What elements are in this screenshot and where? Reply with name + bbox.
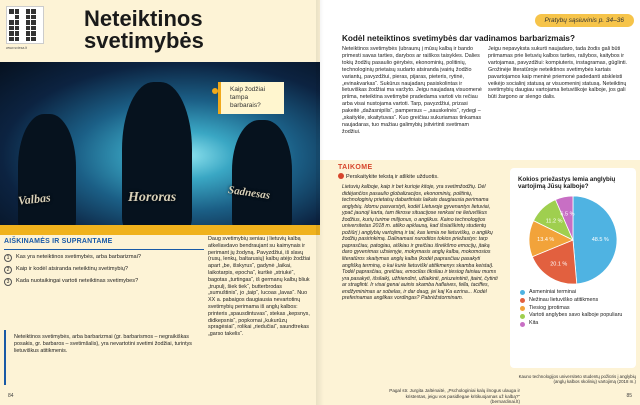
question-number: 1 <box>4 254 12 262</box>
questions-box <box>4 236 204 336</box>
pie-slice-label: 20.1 % <box>550 261 568 268</box>
questions-title: AIŠKINAMĖS IR SUPRANTAME <box>4 236 204 250</box>
title-line-2: svetimybės <box>84 28 204 53</box>
definition-text: Neteiktinos svetimybės, arba barbarizmai (gr. barbarismos – negraikiškas posakis, gr. barbaros – svetimšalis), yra nevartotini svetimi žodžiai, turintys lietuviškus atitikmenis. <box>14 334 192 354</box>
legend-item <box>520 289 634 297</box>
legend-swatch <box>520 298 525 303</box>
legend-swatch <box>520 314 525 319</box>
question-text: Kaip ir kodėl atsiranda neteiktinų svetimybių? <box>16 266 128 272</box>
chart-source: Kauno technologijos universiteto studentų požiūris į anglybių (anglų kalbos skolinių) vartojimą (2018 m.) <box>518 374 636 385</box>
scene-label-hororas: Hororas <box>128 190 177 205</box>
question-item <box>4 266 204 274</box>
legend-label: Tiesiog įprotimas <box>529 304 570 311</box>
history-paragraph: Daug svetimybių seniau į lietuvių kalbą atkeliavdavo bendraujant su kaimynais ir perimant jų žodyną. Pavyzdžiui, iš slavų (rusų, lenkų, baltarusių) kalbų atėjo žodžiai apart „be, išskyrus“, gadynė „laikai, laikotarpis, epocha“, kurtkė „striukė“, bagotas „turtingas“, iš germanų kalbų bliuk „trupulį, šiek tiek“, butterbrodas „sumuštinis“, jo „taip“, lucoas „lavas“. Nuo XX a. pabaigos daugiausia nevartotinų svetimybių perimama iš anglų kalbos: printeris „spausdintuvas“, stekas „kepsnys, didkepsnis“, popkornai „kukurūzų spragėsiai“, rolikai „riedučiai“, saundtrekas „garso takelis“. <box>208 236 311 338</box>
legend-swatch <box>520 306 525 311</box>
workbook-reference: Pratybų sąsiuvinis p. 34–36 <box>535 14 635 27</box>
legend-label: Asmeniniai terminai <box>529 289 577 295</box>
chart-legend <box>520 289 634 328</box>
legend-swatch <box>520 290 525 295</box>
title-line-1: Neteiktinos <box>84 6 203 31</box>
question-number: 3 <box>4 278 12 286</box>
pie-slice-label: 11.2 % <box>545 218 563 225</box>
page-number-right: 85 <box>626 393 632 399</box>
section-heading: Kodėl neteiktinos svetimybės dar vadinamos barbarizmais? <box>342 34 575 43</box>
qr-caption: www.sviesa.lt <box>6 46 28 50</box>
question-item <box>4 278 204 286</box>
legend-item <box>520 297 634 305</box>
yellow-band <box>0 225 320 235</box>
pie-chart <box>518 190 628 290</box>
figure-center <box>122 82 192 232</box>
page-title <box>84 8 204 52</box>
scene-label-valbas: Valbas <box>17 190 52 208</box>
image-caption: Kaip žodžiai tampa barbarais? <box>218 82 284 114</box>
task-reading-text: Lietuvių kalboje, kaip ir bet kurioje kitoje, yra svetimžodžių. Dėl didėjančios pasaulio globalizacijos, ekonominių, politinių, technologinių prietaisų dabartiniais laikais daugiausia perimama anglybių. Idomu pasvarstyti, kodėl Lietuvoje gyvenantys lietuviai, ypač jaunoji karta, tam tikrose situacijose renkasi ne lietuviškus žodžius, kurių turime milijonus, o anglikus. Kaino technologijos universitetas 2018 m. atliko apklausą, kad išsiaiškintų studentų požiūrį į anglybių vartojimą ir tai, kas lemia ne lietuviškų, o anglikų žodžių pasirinkimą. Dalinamasi nuroditos tokios priežastys: tarp paprasčiau, patogiau, aiškiau ir greičiau išreikšmo emocijų, įtaką daro gyvenimas užsienyje, mokymasis anglų kalba, mokomosios literatūros skaitymas anglų kalba (kodėl paprasčiau pasakyti anglišką terminą, o kai kurie lietuviški atitikmenys skamba keistai). Todėl paprasčiau, greičiau, emocilas tiksliau ir tiesiog fainiau mums yra pasakyti, išsilaikį, užfriendint, užlaikinti, priuzeintinti, įtaint, čytinti ar straglinti. Ir visai genai auinis skamba haflaives, fella, taciffes, endžyminimas ar sobelas, ir dar daug, jei kaj Ka ezrina... Kodėl preferinamas anglikas vordingas? Pabrėžstorminam. <box>342 184 498 302</box>
question-text: Kas yra neteiktinos svetimybės, arba barbarizmai? <box>16 254 141 260</box>
body-column-2: Jeigu nepavyksta sukurti naujadaro, tada žodis gali būti priimamas prie lietuvių kalbos tarties, rašybos, kaitybos ir vartojamas, pavyzdžiui: kompiuteris, instagramas, gūglinti. Grožinėje literatūroje neteiktinos svetimybės kartais pavartojamos kaip meninė priemonė padedanti atskleisti veikėjo socialinį statusą ar visuomeninį statusą. Neteiktinų svetimybių daugiau vartojama lietuviškoje kalboje, jos gali būti žargono ar slengo dalis. <box>488 46 628 101</box>
figure-left <box>18 114 76 232</box>
scene-label-sadnesas: Sadnesas <box>227 184 271 202</box>
qr-code[interactable] <box>6 6 44 44</box>
legend-label: Kita <box>529 320 539 327</box>
legend-swatch <box>520 322 525 327</box>
task-instruction: Perskaitykite tekstą ir atlikite užduotis. <box>346 174 439 180</box>
legend-item <box>520 320 634 328</box>
question-number: 2 <box>4 266 12 274</box>
chart-title: Kokios priežastys lemia anglybių vartojimą Jūsų kalboje? <box>518 176 616 191</box>
legend-item <box>520 305 634 313</box>
pie-slice-label: 48.5 % <box>591 236 609 243</box>
task-icon <box>338 173 344 179</box>
question-text: Kada nuotaikingai vartoti neteiktinas svetimybes? <box>16 278 139 284</box>
figure-right <box>232 120 292 232</box>
right-page <box>320 0 640 405</box>
pie-slice-label: 6.5 % <box>560 211 575 218</box>
question-item <box>4 254 204 262</box>
task-source: Pagal str. Jurgita Jaltėnaitė, „Pschologiniai kalų ilnogus ulauga ir kristentas, jeigu vos pasidlegae kritikuojamas už kalbą?“ (bernardinai.lt) <box>389 388 520 404</box>
legend-label: Nežinau lietuviško atitikmens <box>529 296 599 303</box>
legend-label: Vartoti anglybes savo kalboje populiaru <box>529 312 623 319</box>
legend-item <box>520 312 634 320</box>
pie-slice-label: 13.4 % <box>537 237 555 244</box>
task-heading: TAIKOME <box>338 164 373 171</box>
page-number-left: 84 <box>8 393 14 399</box>
body-column-1: Neteiktinos svetimybės (ubraunų į mūsų kalbą ir bando primesti savas tarties, darybos ar raiškos taisykles. Dalies tokių žodžių pasaulio gėrybės, ekonominių, politinių, technologinių prietaisų sudarto atsiranda įvairių žodžio variantų, pavyzdžiui, pieras, pijaras, pieteris, rytinė, „evinakvarkas“. Sukūrus naujadarų pasiskolintas ir lietuviškas žodžiai ma varžyto. Jeigu naujadarą visuomenė priima, neteiktina svetimybė pradedama vartoti vis rečiau arba visai nustojama vartoti. Tarp, pavyzdžiui, prizasi pakeitė „dažasnipilis“, pampersus – „sauskelnės“, rydegi – „skaitykle, skaitytuvas“. Kuo greičiau sukuriamas tinkamas naujadaras, tuo mažiau galimybių įsitvirtinti svetimam žodžiui. <box>342 46 482 135</box>
book-gutter <box>316 0 324 405</box>
